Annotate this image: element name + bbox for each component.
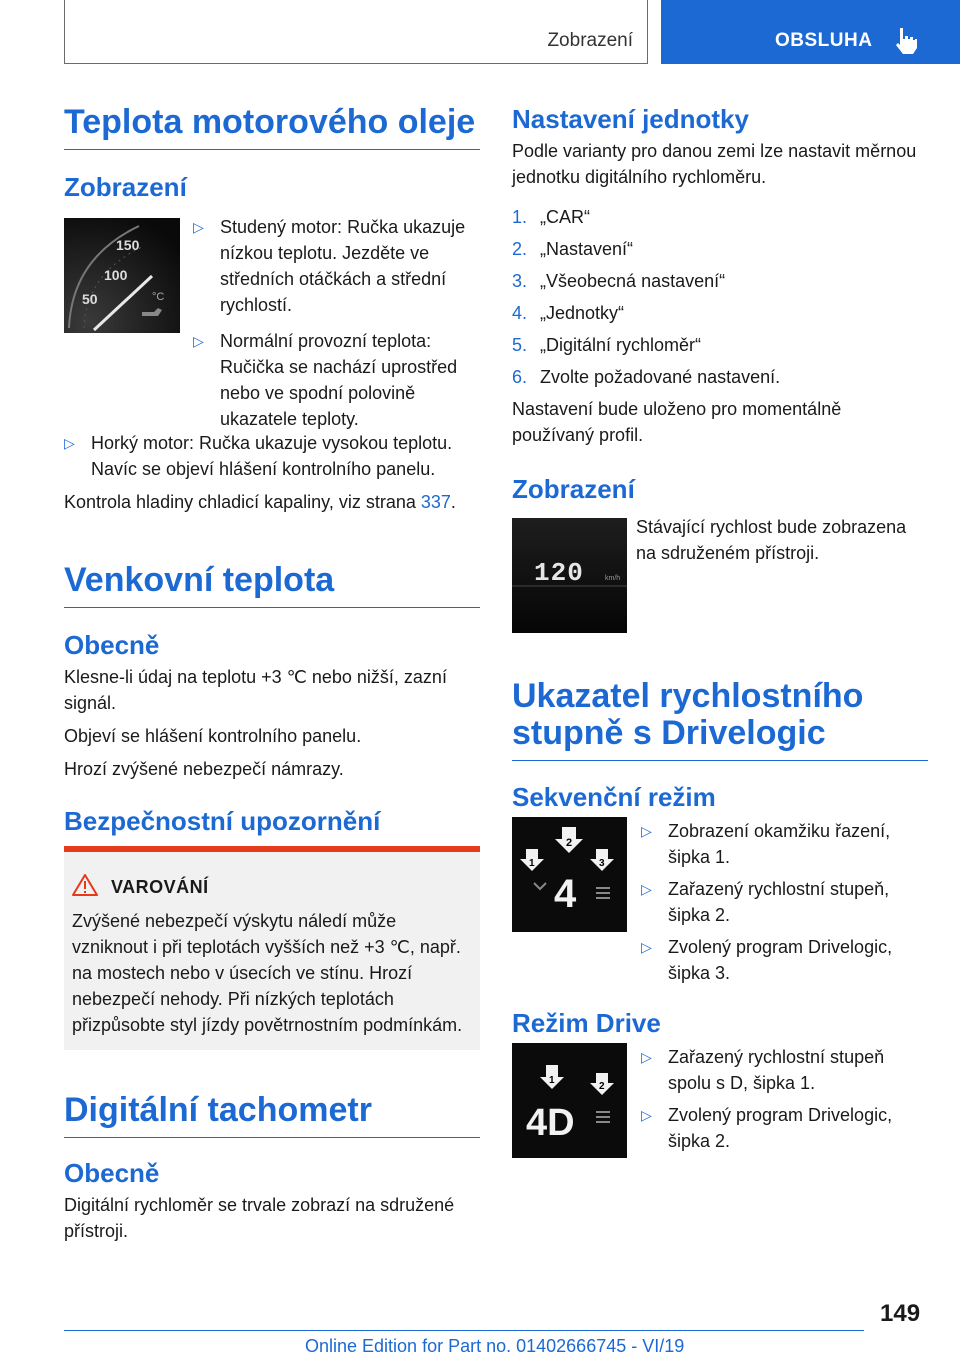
footer-edition: Online Edition for Part no. 01402666745 - VI/19 xyxy=(305,1336,685,1356)
arrow-label-3: 3 xyxy=(599,858,605,869)
footer-divider xyxy=(64,1330,864,1331)
outside-paragraph-2: Objeví se hlášení kontrolního panelu. xyxy=(64,726,362,746)
gauge-label-150: 150 xyxy=(116,237,140,253)
step-item: 2. „Nastavení“ xyxy=(512,239,634,259)
arrow-label-1: 1 xyxy=(529,858,535,869)
subsection-title-safety: Bezpečnostní upozornění xyxy=(64,806,381,836)
seq-bullet-2: ▷ Zařazený rychlostní stupeň, šipka 2. xyxy=(641,876,928,928)
outside-paragraph-1: Klesne-li údaj na teplotu +3 ℃ nebo nižší, zazní signál. xyxy=(64,667,447,713)
triangle-bullet-icon: ▷ xyxy=(193,333,204,349)
drive-gear-display: 4D xyxy=(526,1102,575,1144)
triangle-bullet-icon: ▷ xyxy=(641,823,652,839)
warning-box xyxy=(64,846,480,1050)
subsection-title-sequential: Sekvenční režim xyxy=(512,782,716,812)
subsection-title-unit-setting: Nastavení jednotky xyxy=(512,104,749,134)
drive-bullet-2: ▷ Zvolený program Drivelogic, šipka 2. xyxy=(641,1102,928,1154)
section-title-oil-temperature: Teplota motorového oleje xyxy=(64,104,480,150)
triangle-bullet-icon: ▷ xyxy=(641,1049,652,1065)
header-chapter-label: OBSLUHA xyxy=(775,30,873,51)
sequential-gear-digit: 4 xyxy=(554,872,577,916)
page-link-337[interactable]: 337 xyxy=(420,492,451,512)
section-title-outside-temperature: Venkovní teplota xyxy=(64,562,480,608)
triangle-bullet-icon: ▷ xyxy=(641,881,652,897)
coolant-reference: Kontrola hladiny chladicí kapaliny, viz strana 337. xyxy=(64,492,456,512)
oil-gauge-image xyxy=(64,218,180,333)
oil-bullet-cold: ▷ Studený motor: Ručka ukazuje nízkou teplotu. Jezděte ve středních otáčkách a střední rychlostí. xyxy=(193,214,480,318)
subsection-title-display: Zobrazení xyxy=(64,172,187,202)
step-item: 1. „CAR“ xyxy=(512,207,590,227)
unit-save-paragraph: Nastavení bude uloženo pro momentálně používaný profil. xyxy=(512,399,842,445)
oil-gauge-graphic xyxy=(64,218,180,333)
triangle-bullet-icon: ▷ xyxy=(193,219,204,235)
gauge-label-100: 100 xyxy=(104,267,128,283)
section-title-gear-indicator: Ukazatel rychlostního stupně s Drivelogic xyxy=(512,678,928,761)
oil-bullet-hot: ▷ Horký motor: Ručka ukazuje vysokou teplotu. Navíc se objeví hlášení kontrolního panelu. xyxy=(64,430,480,482)
arrow-label-2: 2 xyxy=(566,837,573,849)
step-item: 6. Zvolte požadované nastavení. xyxy=(512,367,781,387)
triangle-bullet-icon: ▷ xyxy=(641,939,652,955)
digital-speed-image xyxy=(512,518,627,633)
triangle-bullet-icon: ▷ xyxy=(64,435,75,451)
outside-paragraph-3: Hrozí zvýšené nebezpečí námrazy. xyxy=(64,759,344,779)
subsection-title-drive-mode: Režim Drive xyxy=(512,1008,661,1038)
speed-unit: km/h xyxy=(605,575,621,582)
step-item: 3. „Všeobecná nastavení“ xyxy=(512,271,726,291)
drive-bullet-1: ▷ Zařazený rychlostní stupeň spolu s D, šipka 1. xyxy=(641,1044,928,1096)
subsection-title-general: Obecně xyxy=(64,630,160,660)
header-chapter-tab[interactable] xyxy=(661,0,960,64)
drive-arrow-label-1: 1 xyxy=(549,1075,555,1086)
header-section-box xyxy=(64,0,648,64)
header-section-label: Zobrazení xyxy=(547,30,633,51)
hand-pointer-icon xyxy=(893,26,919,56)
seq-bullet-1: ▷ Zobrazení okamžiku řazení, šipka 1. xyxy=(641,818,928,870)
seq-bullet-3: ▷ Zvolený program Drivelogic, šipka 3. xyxy=(641,934,928,986)
digital-paragraph: Digitální rychloměr se trvale zobrazí na sdružené přístroji. xyxy=(64,1195,455,1241)
section-title-digital-speedometer: Digitální tachometr xyxy=(64,1092,480,1138)
drive-mode-image xyxy=(512,1043,627,1158)
speed-value: 120 xyxy=(534,558,584,588)
oil-bullet-normal: ▷ Normální provozní teplota: Ručička se nachází uprostřed nebo ve spodní polovině ukazatele teploty. xyxy=(193,328,480,432)
warning-text: Zvýšené nebezpečí výskytu náledí může vzniknout i při teplotách vyšších než +3 ℃, např. na mostech nebo v úsecích ve stínu. Hrozí nebezpečí nehody. Při nízkých teplotách přizpůsobte styl jízdy povětrnostním podmínkám. xyxy=(72,911,463,1035)
warning-title: VAROVÁNÍ xyxy=(111,877,209,897)
page-number: 149 xyxy=(880,1300,921,1327)
step-item: 5. „Digitální rychloměr“ xyxy=(512,335,702,355)
gauge-unit: °C xyxy=(152,291,165,303)
sequential-mode-image xyxy=(512,817,627,932)
gauge-label-50: 50 xyxy=(82,291,98,307)
drive-arrow-label-2: 2 xyxy=(599,1081,605,1092)
triangle-bullet-icon: ▷ xyxy=(641,1107,652,1123)
subsection-title-general-2: Obecně xyxy=(64,1158,160,1188)
subsection-title-display-2: Zobrazení xyxy=(512,474,635,504)
display-paragraph: Stávající rychlost bude zobrazena na sdruženém přístroji. xyxy=(636,517,907,563)
warning-triangle-icon xyxy=(72,874,98,896)
unit-paragraph: Podle varianty pro danou zemi lze nastavit měrnou jednotku digitálního rychloměru. xyxy=(512,141,917,187)
step-item: 4. „Jednotky“ xyxy=(512,303,625,323)
